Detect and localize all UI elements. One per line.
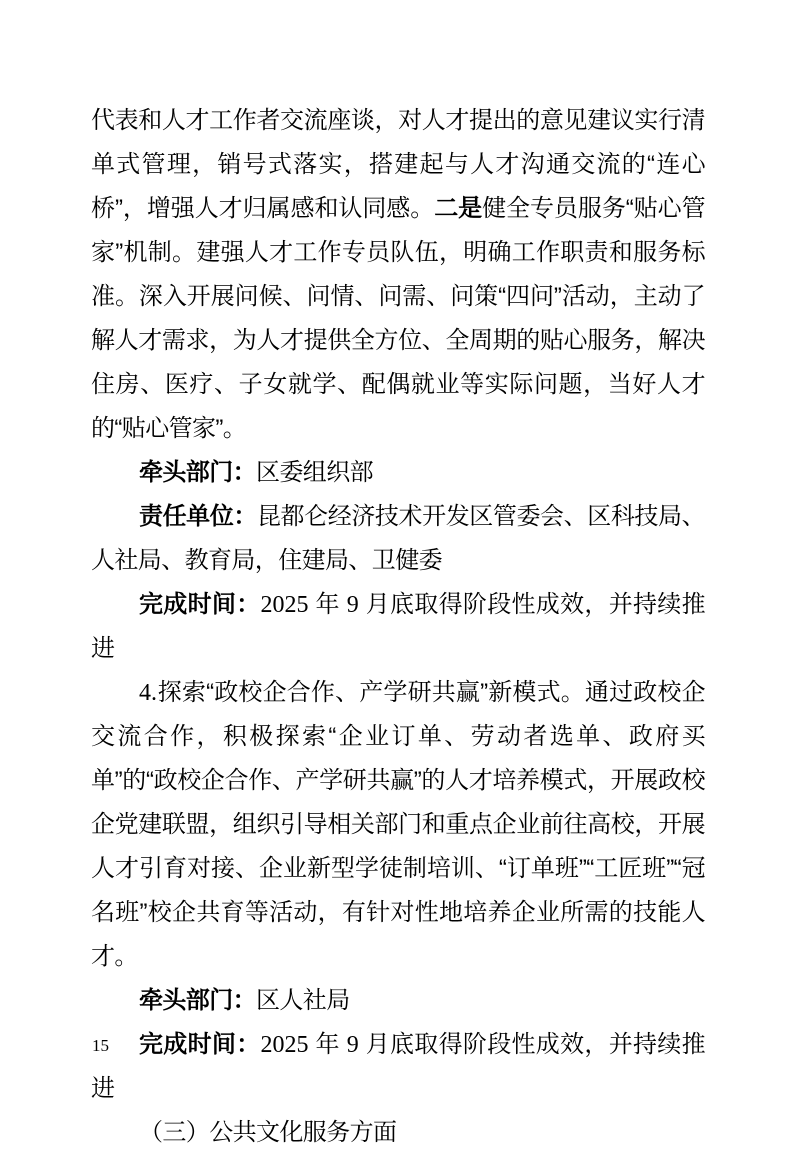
text-run: 区人社局 xyxy=(256,987,350,1014)
para-section-heading-3-culture xyxy=(91,1111,705,1155)
text-run: 区委组织部 xyxy=(256,459,373,486)
text-run: 牵头部门： xyxy=(139,987,256,1014)
document-body xyxy=(91,99,705,1155)
para-lead-department-2 xyxy=(91,979,705,1023)
text-run: 代表和人才工作者交流座谈，对人才提出的意见建议实行清单式管理，销号式落实，搭建起与人才沟通交流的“连心桥”，增强人才归属感和认同感。 xyxy=(91,107,705,222)
text-run: （三）公共文化服务方面 xyxy=(139,1119,397,1146)
page-number: 15 xyxy=(92,1036,109,1055)
text-run: 探索“政校企合作、产学研共赢”新模式。通过政校企交流合作，积极探索“企业订单、劳动者选单、政府买单”的“政校企合作、产学研共赢”的人才培养模式，开展政校企党建联盟，组织引导相关部门和重点企业前往高校，开展人才引育对接、企业新型学徒制培训、“订单班”“工匠班”“冠名班”校企共育等活动，有针对性地培养企业所需的技能人才。 xyxy=(91,679,705,970)
text-run: 完成时间： xyxy=(139,591,261,618)
text-run: 年 xyxy=(308,1031,347,1058)
text-run: 昆都仑经济技术开发区管委会、区科技局、人社局、教育局，住建局、卫健委 xyxy=(91,503,706,574)
text-run: 年 xyxy=(308,591,347,618)
text-run: 牵头部门： xyxy=(139,459,256,486)
text-run: 2025 xyxy=(260,1032,309,1058)
para-item-4-school-enterprise xyxy=(91,671,705,979)
text-run: 4. xyxy=(139,680,157,706)
text-run: 健全专员服务“贴心管家”机制。建强人才工作专员队伍，明确工作职责和服务标准。深入开展问候、问情、问需、问策“四问”活动，主动了解人才需求，为人才提供全方位、全周期的贴心服务，解决住房、医疗、子女就学、配偶就业等实际问题，当好人才的“贴心管家”。 xyxy=(91,195,705,442)
para-completion-time-1 xyxy=(91,583,705,671)
text-run: 2025 xyxy=(260,592,309,618)
para-responsible-units xyxy=(91,495,705,583)
text-run: 9 xyxy=(346,1032,359,1058)
text-run: 9 xyxy=(346,592,359,618)
text-run: 责任单位： xyxy=(139,503,257,530)
para-completion-time-2 xyxy=(91,1023,705,1111)
text-run: 完成时间： xyxy=(139,1031,261,1058)
para-lead-department-1 xyxy=(91,451,705,495)
text-run: 月底取得阶段性成效，并持续推进 xyxy=(91,1031,705,1102)
para-talent-service-continuation xyxy=(91,99,705,451)
text-run: 二是 xyxy=(434,195,483,222)
text-run: 月底取得阶段性成效，并持续推进 xyxy=(91,591,705,662)
